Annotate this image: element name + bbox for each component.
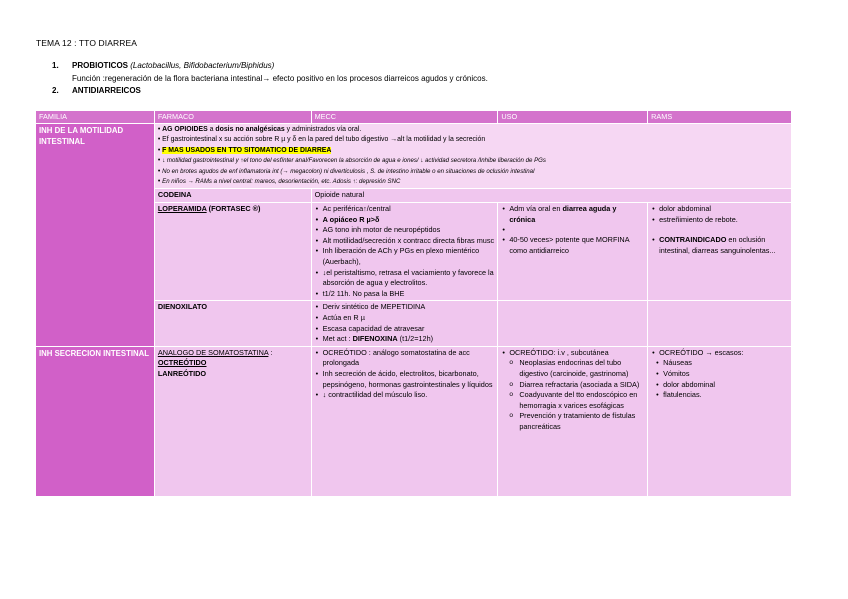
codeina-desc: Opioide natural [311, 189, 791, 203]
loperamida-rams [648, 203, 792, 301]
list-item: • Náuseas [655, 358, 788, 369]
table-header-row [36, 111, 792, 124]
list-item: o Neoplasias endocrinas del tubo digestivo (carcinoide, gastrinoma) [501, 358, 644, 379]
somatostatina-rams [648, 346, 792, 496]
drug-loperamida: LOPERAMIDA (FORTASEC ®) [154, 203, 311, 301]
col-header-farmaco: FARMACO [154, 111, 311, 124]
list-number: 2. [52, 86, 59, 96]
drug-name-line: ANALOGO DE SOMATOSTATINA : [157, 347, 273, 357]
list-item: • ↓ contractilidad del músculo liso. [315, 390, 495, 401]
familia-motilidad: INH DE LA MOTILIDAD INTESTINAL [36, 124, 154, 347]
list-item: • Inh liberación de ACh y PGs en plexo mientérico (Auerbach), [315, 246, 495, 267]
loperamida-uso [498, 203, 648, 301]
spacer [651, 225, 788, 235]
drug-lanreotido: LANREÓTIDO [157, 368, 207, 378]
list-item: • Met act : DIFENOXINA (t1/2=12h) [315, 334, 495, 345]
list-item: • Adm vía oral en diarrea aguda y crónica [501, 204, 644, 225]
list-item: • CONTRAINDICADO en oclusión intestinal, diarreas sanguinolentas... [651, 235, 788, 256]
general-line: • Ef gastrointestinal x su acción sobre R µ y δ en la pared del tubo digestivo →alt la motilidad y la secreción [157, 136, 486, 144]
table-row [36, 124, 792, 189]
somatostatina-uso [498, 346, 648, 496]
antidiarreicos-table [36, 111, 792, 497]
general-line: • AG OPIOIDES a dosis no analgésicas y administrados vía oral. [157, 126, 362, 133]
general-line: • En niños → RAMs a nivel central: mareos, desorientación, etc. Adosis ↑: depresión SNC [157, 178, 401, 186]
drug-somatostatina [154, 346, 311, 496]
list-item: o Coadyuvante del tto endoscópico en hemorragia x varices esofágicas [501, 390, 644, 411]
list-item: • OCREÓTIDO : análogo somatostatina de acc prolongada [315, 348, 495, 369]
col-header-familia: FAMILIA [36, 111, 154, 124]
list-item: • t1/2 11h. No pasa la BHE [315, 289, 495, 300]
list-item: • 40-50 veces> potente que MORFINA como antidiarreico [501, 235, 644, 256]
spacer [501, 225, 644, 235]
list-item: • AG tono inh motor de neuropéptidos [315, 225, 495, 236]
list-item: • dolor abdominal [655, 380, 788, 391]
drug-dienoxilato: DIENOXILATO [154, 301, 311, 346]
intro-list [52, 60, 488, 98]
list-item: • Alt motilidad/secreción x contracc directa fibras musc [315, 236, 495, 247]
table-row [36, 346, 792, 496]
dienoxilato-mecc [311, 301, 498, 346]
probioticos-function: Función :regeneración de la flora bacteriana intestinal→ efecto positivo en los procesos diarreicos agudos y crónicos. [72, 73, 488, 83]
list-item: • estreñimiento de rebote. [651, 215, 788, 226]
list-item: • OCREÓTIDO → escasos: [651, 348, 788, 359]
list-item: o Prevención y tratamiento de fístulas pancreáticas [501, 411, 644, 432]
col-header-rams: RAMS [648, 111, 792, 124]
col-header-uso: USO [498, 111, 648, 124]
somatostatina-mecc [311, 346, 498, 496]
dienoxilato-uso [498, 301, 648, 346]
list-item: • Inh secreción de ácido, electrolitos, bicarbonato, pepsinógeno, hormonas gastrointestinales y líquidos [315, 369, 495, 390]
probioticos-examples: (Lactobacillus, Bifidobacterium/Biphidus) [130, 61, 275, 70]
list-item: • Actúa en R µ [315, 313, 495, 324]
opioides-general-notes [154, 124, 791, 189]
dienoxilato-rams [648, 301, 792, 346]
antidiarreicos-heading: ANTIDIARREICOS [72, 86, 141, 96]
list-item: • Vómitos [655, 369, 788, 380]
general-line: • F MAS USADOS EN TTO SITOMATICO DE DIARREA [157, 146, 332, 154]
col-header-mecc: MECC [311, 111, 498, 124]
drug-octreotido: OCTREÓTIDO [157, 358, 207, 368]
list-item: • Escasa capacidad de atravesar [315, 324, 495, 335]
familia-secrecion: INH SECRECION INTESTINAL [36, 346, 154, 496]
list-item: • Ac periférica↑/central [315, 204, 495, 215]
general-line: • ↓ motilidad gastrointestinal y ↑el tono del esfínter anal/Favorecen la absorción de agua e iones/ ↓ actividad secretora /Inhibe liberación de PGs [157, 157, 546, 165]
list-item: • dolor abdominal [651, 204, 788, 215]
drug-codeina: CODEINA [154, 189, 311, 203]
page-title: TEMA 12 : TTO DIARREA [36, 38, 137, 48]
list-item: • ↓el peristaltismo, retrasa el vaciamiento y favorece la absorción de agua y electrolitos. [315, 268, 495, 289]
list-item: • Deriv sintético de MEPETIDINA [315, 302, 495, 313]
list-item-probioticos [52, 60, 488, 73]
loperamida-mecc [311, 203, 498, 301]
list-number: 1. [52, 61, 59, 70]
list-item: • flatulencias. [655, 390, 788, 401]
list-item: o Diarrea refractaria (asociada a SIDA) [501, 380, 644, 391]
general-line: • No en brotes agudos de enf inflamatoria int (→ megacolon) ni diverticulosis , S. de intestino irritable o en situaciones de oclusión intestinal [157, 167, 535, 175]
list-item: • A opiáceo R µ>δ [315, 215, 495, 226]
list-item-antidiarreicos [52, 85, 488, 98]
list-item: • OCREÓTIDO: i.v , subcutánea [501, 348, 644, 359]
probioticos-heading: PROBIOTICOS [72, 61, 129, 70]
